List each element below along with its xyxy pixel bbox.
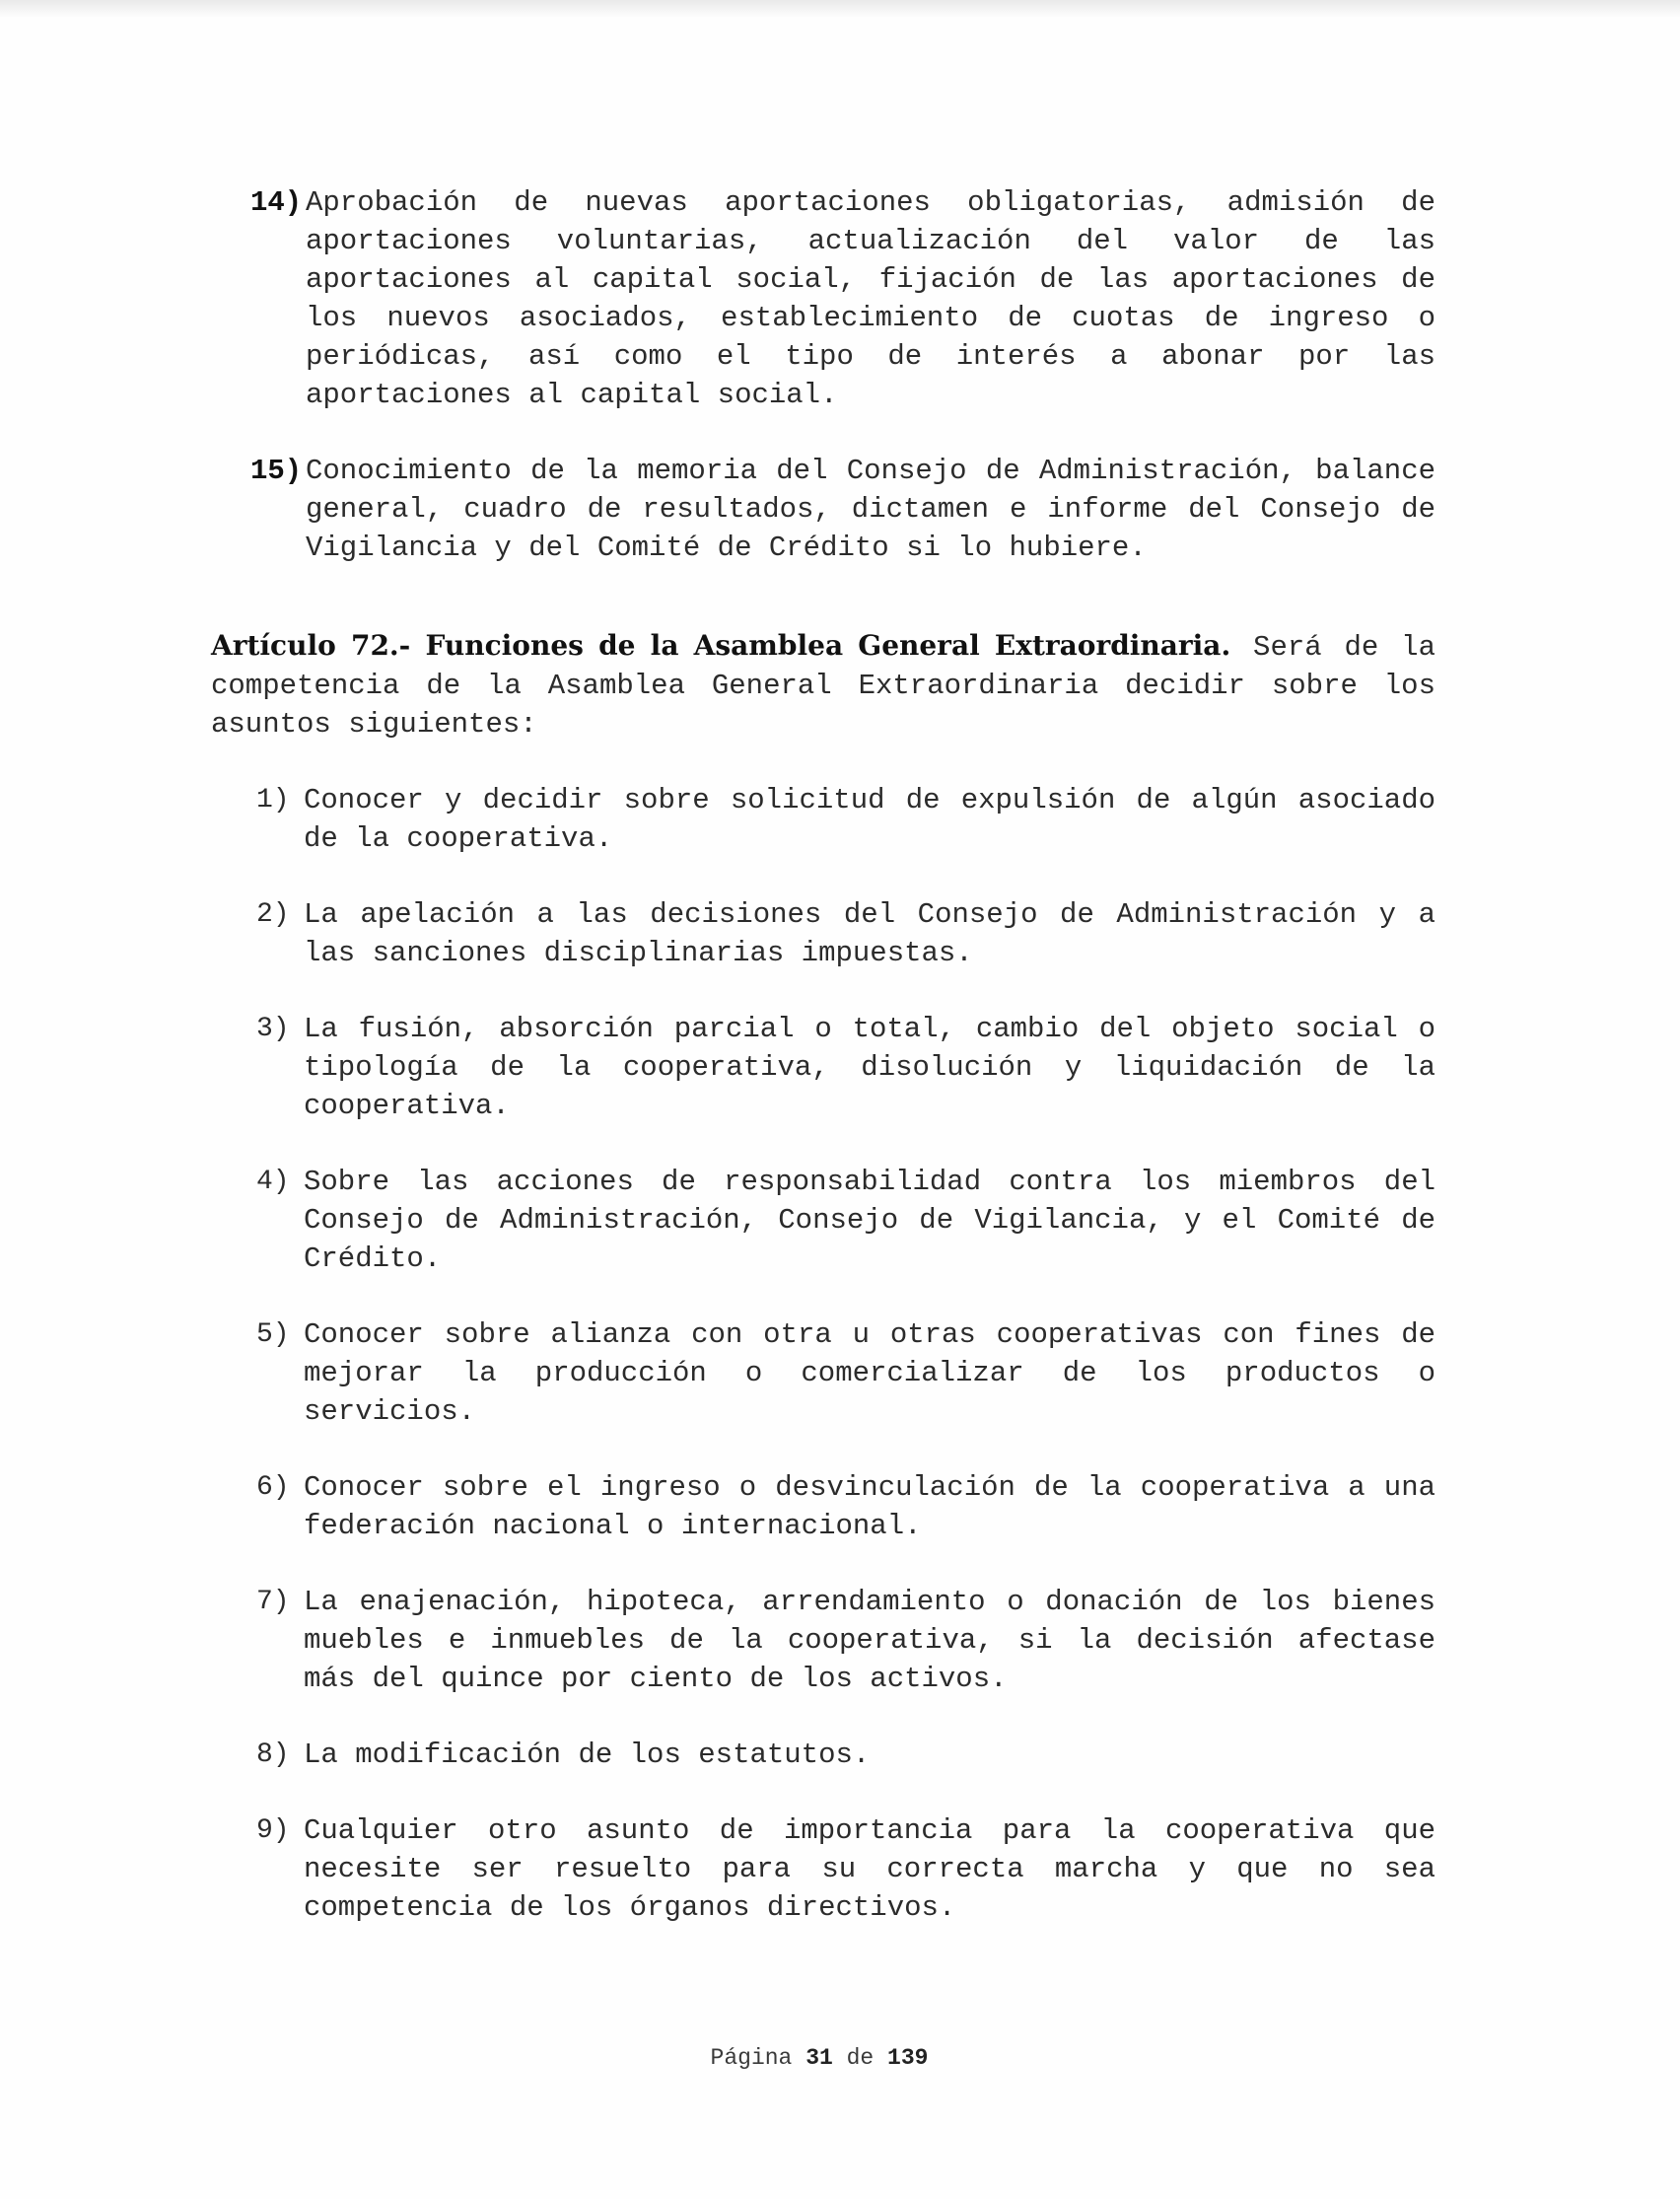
item-number: 3) [256, 1014, 290, 1044]
list-item-2 [211, 895, 1435, 972]
scan-edge [0, 0, 1680, 18]
item-text: La modificación de los estatutos. [304, 1738, 871, 1771]
footer-total-pages: 139 [887, 2045, 929, 2071]
item-text: Conocer sobre el ingreso o desvinculación de la cooperativa a una federación nacional o internacional. [304, 1471, 1435, 1542]
item-text: Cualquier otro asunto de importancia para la cooperativa que necesite ser resuelto para su correcta marcha y que no sea competencia de los órganos directivos. [304, 1814, 1435, 1924]
footer-separator: de [846, 2045, 875, 2071]
page-footer [0, 2045, 1639, 2071]
article-title: Artículo 72.- Funciones de la Asamblea General Extraordinaria. [211, 629, 1231, 662]
item-number: 5) [256, 1319, 290, 1350]
list-item-6 [211, 1468, 1435, 1545]
item-number: 6) [256, 1472, 290, 1503]
item-text: La apelación a las decisiones del Consejo de Administración y a las sanciones disciplinarias impuestas. [304, 898, 1435, 969]
list-item-5 [211, 1315, 1435, 1431]
footer-current-page: 31 [805, 2045, 833, 2071]
item-number: 15) [250, 455, 303, 487]
item-text: Aprobación de nuevas aportaciones obligatorias, admisión de aportaciones voluntarias, actualización del valor de las aportaciones al capital social, fijación de las aportaciones de los nuevos asociados, establecimiento de cuotas de ingreso o periódicas, así como el tipo de interés a abonar por las aportaciones al capital social. [306, 186, 1435, 411]
list-item-15 [211, 452, 1435, 567]
list-item-8 [211, 1736, 1435, 1774]
item-text: La fusión, absorción parcial o total, cambio del objeto social o tipología de la cooperativa, disolución y liquidación de la cooperativa. [304, 1013, 1435, 1122]
page-content [211, 183, 1435, 1927]
list-item-3 [211, 1010, 1435, 1125]
item-number: 8) [256, 1739, 290, 1770]
item-text: Sobre las acciones de responsabilidad contra los miembros del Consejo de Administración, Consejo de Vigilancia, y el Comité de Crédito. [304, 1166, 1435, 1275]
list-item-9 [211, 1811, 1435, 1927]
list-item-7 [211, 1583, 1435, 1698]
item-text: Conocer y decidir sobre solicitud de expulsión de algún asociado de la cooperativa. [304, 784, 1435, 855]
list-item-1 [211, 781, 1435, 858]
item-text: La enajenación, hipoteca, arrendamiento o donación de los bienes muebles e inmuebles de la cooperativa, si la decisión afectase más del quince por ciento de los activos. [304, 1586, 1435, 1695]
item-number: 14) [250, 186, 303, 219]
item-text: Conocimiento de la memoria del Consejo de Administración, balance general, cuadro de resultados, dictamen e informe del Consejo de Vigilancia y del Comité de Crédito si lo hubiere. [306, 455, 1435, 564]
item-number: 7) [256, 1587, 290, 1617]
item-number: 9) [256, 1815, 290, 1846]
item-number: 2) [256, 899, 290, 930]
list-item-4 [211, 1163, 1435, 1278]
article-intro: Será de la competencia de la Asamblea General Extraordinaria decidir sobre los asuntos siguientes: [211, 631, 1435, 741]
list-item-14 [211, 183, 1435, 414]
footer-prefix: Página [710, 2045, 793, 2071]
article-72 [211, 626, 1435, 744]
item-number: 4) [256, 1167, 290, 1197]
item-text: Conocer sobre alianza con otra u otras cooperativas con fines de mejorar la producción o comercializar de los productos o servicios. [304, 1318, 1435, 1428]
item-number: 1) [256, 785, 290, 816]
